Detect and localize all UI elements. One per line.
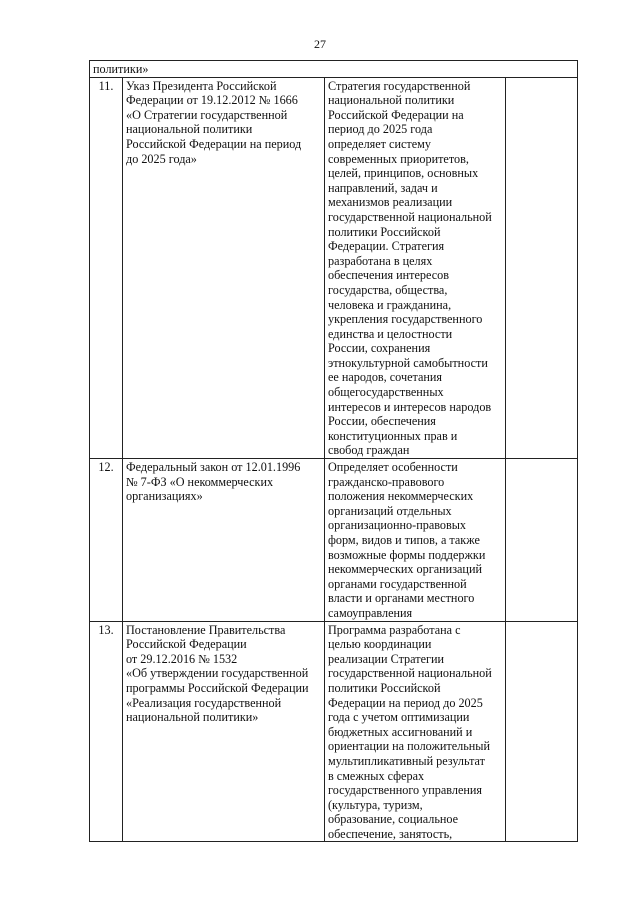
table-row bbox=[90, 621, 578, 842]
row-number: 13. bbox=[90, 621, 123, 842]
row-number: 12. bbox=[90, 459, 123, 622]
empty-cell bbox=[506, 621, 578, 842]
act-name: Указ Президента Российской Федерации от 19.12.2012 № 1666 «О Стратегии государственной национальной политики Российской Федерации на период до 2025 года» bbox=[123, 77, 325, 458]
table-row bbox=[90, 77, 578, 458]
legal-acts-table bbox=[89, 60, 578, 842]
act-description: Программа разработана с целью координации реализации Стратегии государственной национальной политики Российской Федерации на период до 2025 года с учетом оптимизации бюджетных ассигнований и ориентации на положительный мультипликативный результат в смежных сферах государственного управления (культура, туризм, образование, социальное обеспечение, занятость, bbox=[325, 621, 506, 842]
page-number: 27 bbox=[314, 37, 326, 51]
act-description: Стратегия государственной национальной политики Российской Федерации на период до 2025 года определяет систему современных приоритетов, целей, принципов, основных направлений, задач и механизмов реализации государственной национальной политики Российской Федерации. Стратегия разработана в целях обеспечения интересов государства, общества, человека и гражданина, укрепления государственного единства и целостности России, сохранения этнокультурной самобытности ее народов, сочетания общегосударственных интересов и интересов народов России, обеспечения конституционных прав и свобод граждан bbox=[325, 77, 506, 458]
act-name: Постановление Правительства Российской Федерации от 29.12.2016 № 1532 «Об утверждении государственной программы Российской Федерации «Реализация государственной национальной политики» bbox=[123, 621, 325, 842]
empty-cell bbox=[506, 77, 578, 458]
continuation-row bbox=[90, 61, 578, 78]
act-name: Федеральный закон от 12.01.1996 № 7-ФЗ «О некоммерческих организациях» bbox=[123, 459, 325, 622]
row-number: 11. bbox=[90, 77, 123, 458]
table-row bbox=[90, 459, 578, 622]
continuation-cell: политики» bbox=[90, 61, 578, 78]
act-description: Определяет особенности гражданско-правового положения некоммерческих организаций отдельных организационно-правовых форм, видов и типов, а также возможные формы поддержки некоммерческих организаций органами государственной власти и органами местного самоуправления bbox=[325, 459, 506, 622]
empty-cell bbox=[506, 459, 578, 622]
